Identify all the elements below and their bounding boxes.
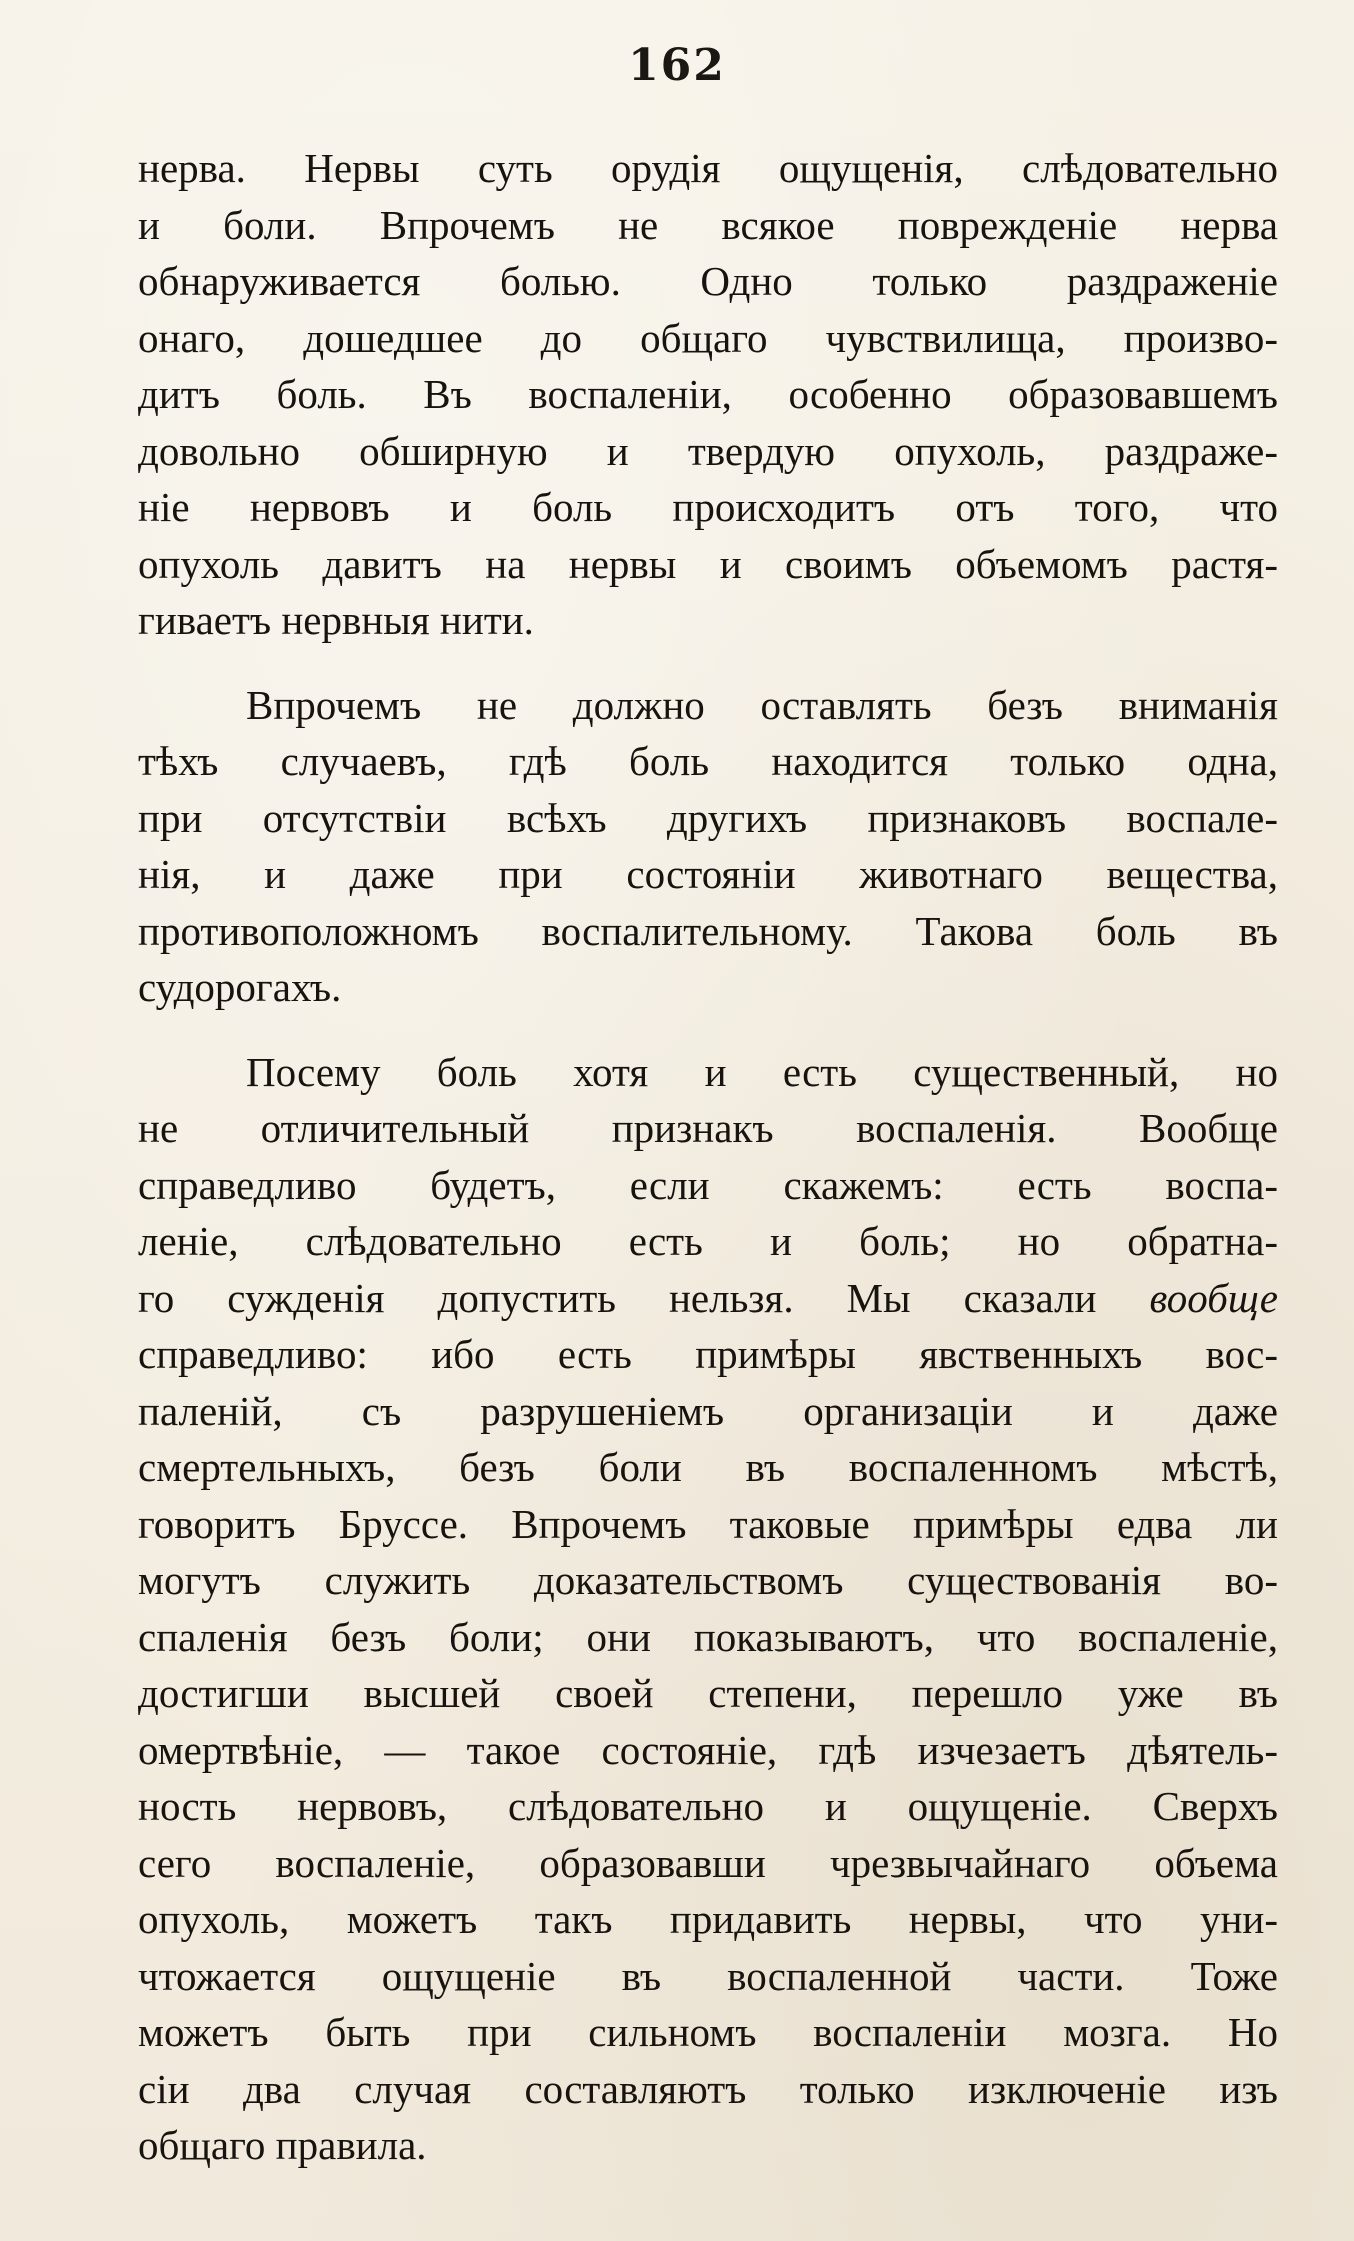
- text-line: говоритъ Бруссе. Впрочемъ таковые примѣры едва ли: [138, 1500, 1278, 1547]
- text-line: при отсутствіи всѣхъ другихъ признаковъ воспале-: [138, 794, 1278, 841]
- text-line: справедливо будетъ, если скажемъ: есть воспа-: [138, 1161, 1278, 1208]
- text-line: справедливо: ибо есть примѣры явственныхъ вос-: [138, 1331, 1278, 1377]
- text-line: паленій, съ разрушеніемъ организаціи и даже: [138, 1387, 1278, 1434]
- text-line: нерва. Нервы суть орудія ощущенія, слѣдовательно: [138, 145, 1278, 191]
- text-line: Впрочемъ не должно оставлять безъ вниманія: [246, 681, 1278, 728]
- paragraph-1: [138, 140, 1278, 649]
- text-line: обнаруживается болью. Одно только раздраженіе: [138, 258, 1278, 304]
- text-line: тѣхъ случаевъ, гдѣ боль находится только одна,: [138, 738, 1278, 784]
- text-line: спаленія безъ боли; они показываютъ, что воспаленіе,: [138, 1613, 1278, 1660]
- text-line: противоположномъ воспалительному. Такова боль въ: [138, 907, 1278, 954]
- text-line: гиваетъ нервныя нити.: [138, 597, 534, 643]
- text-line: сіи два случая составляютъ только изключеніе изъ: [138, 2065, 1278, 2112]
- paragraph-3: [138, 1044, 1278, 2174]
- text-line: опухоль, можетъ такъ придавить нервы, что уни-: [138, 1896, 1278, 1942]
- text-line: дитъ боль. Въ воспаленіи, особенно образовавшемъ: [138, 371, 1278, 417]
- text-line: леніе, слѣдовательно есть и боль; но обратна-: [138, 1218, 1278, 1264]
- text-line: Посему боль хотя и есть существенный, но: [246, 1048, 1278, 1095]
- text-line: смертельныхъ, безъ боли въ воспаленномъ мѣстѣ,: [138, 1444, 1278, 1490]
- text-line: общаго правила.: [138, 2122, 427, 2168]
- italic-word: вообще: [1149, 1274, 1278, 1321]
- text-line: довольно обширную и твердую опухоль, раздраже-: [138, 427, 1278, 474]
- text-line: онаго, дошедшее до общаго чувствилища, произво-: [138, 314, 1278, 361]
- text-line: можетъ быть при сильномъ воспаленіи мозга. Но: [138, 2009, 1278, 2055]
- text-line: судорогахъ.: [138, 964, 342, 1010]
- text-line: могутъ служить доказательствомъ существованія во-: [138, 1557, 1278, 1603]
- text-line: ность нервовъ, слѣдовательно и ощущеніе. Сверхъ: [138, 1783, 1278, 1829]
- text-line: опухоль давитъ на нервы и своимъ объемомъ растя-: [138, 540, 1278, 587]
- text-line: чтожается ощущеніе въ воспаленной части. Тоже: [138, 1952, 1278, 1999]
- text-line: достигши высшей своей степени, перешло уже въ: [138, 1670, 1278, 1716]
- text-line: нія, и даже при состояніи животнаго вещества,: [138, 851, 1278, 897]
- body-text: [138, 140, 1278, 2174]
- text-line: сего воспаленіе, образовавши чрезвычайнаго объема: [138, 1839, 1278, 1886]
- text-line-with-italic: [138, 1270, 1278, 1327]
- text-line: и боли. Впрочемъ не всякое поврежденіе нерва: [138, 201, 1278, 248]
- paragraph-2: [138, 677, 1278, 1016]
- text-line: омертвѣніе, — такое состояніе, гдѣ изчезаетъ дѣятель-: [138, 1726, 1278, 1773]
- text-line: не отличительный признакъ воспаленія. Вообще: [138, 1105, 1278, 1151]
- page-number: 162: [628, 40, 726, 91]
- text-segment: го сужденія допустить нельзя. Мы сказали: [138, 1274, 1097, 1321]
- text-line: ніе нервовъ и боль происходитъ отъ того, что: [138, 484, 1278, 530]
